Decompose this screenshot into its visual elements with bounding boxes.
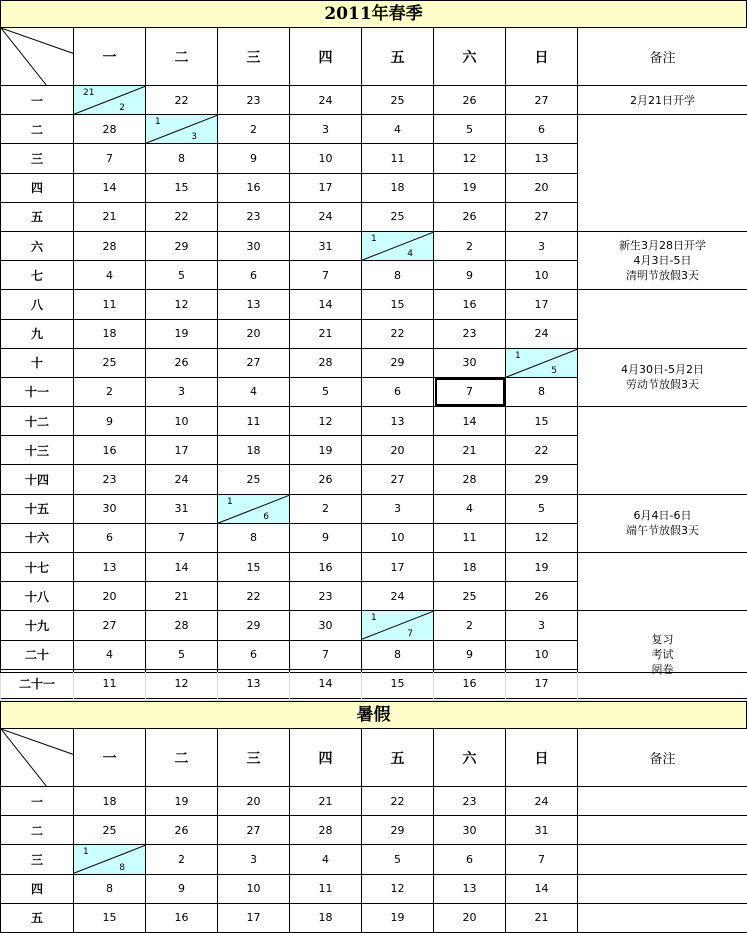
weekday-header: 一 [74,729,146,787]
remark-line: 清明节放假3天 [578,268,747,283]
day-cell[interactable]: 24 [506,787,578,816]
day-cell[interactable]: 14 [146,553,218,582]
day-cell[interactable]: 13 [218,290,290,319]
month-start-cell[interactable] [146,115,218,144]
day-cell[interactable]: 22 [362,319,434,348]
week-number: 十四 [1,465,74,494]
day-cell[interactable]: 3 [218,845,290,874]
week-number: 二 [1,816,74,845]
week-number: 二十一 [1,669,74,698]
day-cell[interactable]: 26 [146,348,218,377]
day-cell[interactable]: 23 [290,582,362,611]
day-cell[interactable]: 20 [218,787,290,816]
day-cell[interactable]: 14 [290,669,362,698]
day-cell[interactable]: 14 [74,173,146,202]
empty-cell[interactable] [218,673,290,701]
week-row [1,348,747,377]
week-row [1,553,747,582]
day-cell[interactable]: 23 [74,465,146,494]
day-cell[interactable]: 20 [362,436,434,465]
empty-cell[interactable] [1,673,74,701]
day-cell[interactable]: 4 [74,640,146,669]
day-cell[interactable]: 6 [362,377,434,406]
day-cell[interactable]: 6 [74,523,146,552]
day-cell[interactable]: 25 [362,86,434,115]
day-cell[interactable]: 2 [146,845,218,874]
day-cell[interactable]: 6 [218,261,290,290]
day-cell[interactable]: 12 [434,144,506,173]
remark-line: 2月21日开学 [578,93,747,108]
day-cell[interactable]: 27 [218,348,290,377]
new-month-number: 7 [407,629,413,639]
day-cell[interactable]: 28 [434,465,506,494]
day-cell[interactable]: 19 [506,553,578,582]
day-cell[interactable]: 11 [74,669,146,698]
day-cell[interactable]: 24 [290,202,362,231]
day-cell[interactable]: 19 [146,787,218,816]
day-cell[interactable]: 30 [290,611,362,640]
month-start-cell[interactable] [74,845,146,874]
day-cell[interactable]: 10 [146,407,218,436]
day-cell[interactable]: 20 [506,173,578,202]
week-number: 十八 [1,582,74,611]
week-number: 十七 [1,553,74,582]
day-cell[interactable]: 8 [74,874,146,903]
prev-day-number: 21 [83,88,94,98]
empty-cell[interactable] [434,673,506,701]
selected-day-cell[interactable]: 7 [434,377,506,406]
remark-cell[interactable] [578,231,747,289]
weekday-header: 二 [146,28,218,86]
day-cell[interactable]: 23 [218,202,290,231]
week-number: 十六 [1,523,74,552]
remark-line: 劳动节放假3天 [578,377,747,392]
day-cell[interactable]: 16 [74,436,146,465]
week-number: 十三 [1,436,74,465]
week-number: 一 [1,787,74,816]
day-cell[interactable]: 16 [146,903,218,932]
day-cell[interactable]: 23 [218,86,290,115]
spacer-row [0,672,747,701]
day-cell[interactable]: 27 [506,202,578,231]
day-cell[interactable]: 8 [506,377,578,406]
new-month-number: 6 [263,512,269,522]
empty-cell[interactable] [506,673,578,701]
day-cell[interactable]: 5 [290,377,362,406]
week-row [1,787,747,816]
day-cell[interactable]: 9 [434,261,506,290]
empty-cell[interactable] [290,673,362,701]
day-cell[interactable]: 27 [74,611,146,640]
week-row [1,874,747,903]
day-cell[interactable]: 8 [362,261,434,290]
week-row [1,845,747,874]
day-cell[interactable]: 10 [362,523,434,552]
remark-cell[interactable] [578,787,747,816]
week-number: 十九 [1,611,74,640]
day-cell[interactable]: 13 [506,144,578,173]
remark-cell[interactable] [578,874,747,903]
day-cell[interactable]: 7 [290,640,362,669]
day-cell[interactable]: 14 [506,874,578,903]
day-cell[interactable]: 15 [506,407,578,436]
week-row [1,86,747,115]
day-cell[interactable]: 3 [362,494,434,523]
empty-cell[interactable] [146,673,218,701]
day-cell[interactable]: 29 [362,816,434,845]
empty-cell[interactable] [578,673,747,701]
remark-cell[interactable] [578,845,747,874]
day-cell[interactable]: 2 [290,494,362,523]
day-cell[interactable]: 21 [506,903,578,932]
day-cell[interactable]: 10 [290,144,362,173]
day-cell[interactable]: 7 [146,523,218,552]
new-month-number: 4 [407,249,413,259]
day-cell[interactable]: 15 [362,669,434,698]
day-cell[interactable]: 2 [434,231,506,260]
day-cell[interactable]: 12 [506,523,578,552]
empty-cell[interactable] [362,673,434,701]
day-cell[interactable]: 19 [146,319,218,348]
summer-header-row [1,729,747,787]
day-cell[interactable]: 6 [218,640,290,669]
week-row [1,231,747,260]
notes-header: 备注 [578,28,747,86]
day-cell[interactable]: 28 [74,231,146,260]
day-cell[interactable]: 19 [434,173,506,202]
week-row [1,903,747,932]
day-cell[interactable]: 30 [74,494,146,523]
day-cell[interactable]: 22 [146,86,218,115]
day-cell[interactable]: 31 [506,816,578,845]
spring-title: 2011年春季 [0,0,747,28]
summer-title: 暑假 [0,701,747,729]
week-row [1,290,747,319]
day-cell[interactable]: 13 [218,669,290,698]
day-cell[interactable]: 17 [218,903,290,932]
day-cell[interactable]: 25 [434,582,506,611]
day-cell[interactable]: 17 [146,436,218,465]
week-number: 十 [1,348,74,377]
day-cell[interactable]: 27 [506,86,578,115]
day-cell[interactable]: 5 [362,845,434,874]
day-cell[interactable]: 5 [146,640,218,669]
weekday-header: 六 [434,729,506,787]
day-cell[interactable]: 24 [506,319,578,348]
week-number: 六 [1,231,74,260]
week-number: 五 [1,903,74,932]
day-cell[interactable]: 17 [362,553,434,582]
week-number: 二 [1,115,74,144]
day-cell[interactable]: 26 [434,202,506,231]
day-cell[interactable]: 27 [362,465,434,494]
day-cell[interactable]: 16 [218,173,290,202]
day-cell[interactable]: 10 [506,261,578,290]
day-cell[interactable]: 8 [362,640,434,669]
day-cell[interactable]: 12 [146,669,218,698]
day-cell[interactable]: 3 [146,377,218,406]
day-cell[interactable]: 29 [146,231,218,260]
day-cell[interactable]: 29 [506,465,578,494]
day-cell[interactable]: 24 [290,86,362,115]
remark-cell[interactable] [578,407,747,495]
prev-day-number: 1 [227,497,233,507]
day-cell[interactable]: 2 [218,115,290,144]
day-cell[interactable]: 10 [506,640,578,669]
new-month-number: 8 [119,863,125,873]
week-row [1,611,747,640]
day-cell[interactable]: 30 [434,348,506,377]
day-cell[interactable]: 22 [362,787,434,816]
day-cell[interactable]: 18 [434,553,506,582]
day-cell[interactable]: 3 [506,611,578,640]
day-cell[interactable]: 7 [74,144,146,173]
day-cell[interactable]: 27 [218,816,290,845]
summer-calendar-table [0,728,747,933]
new-month-number: 3 [191,132,197,142]
day-cell[interactable]: 20 [74,582,146,611]
day-cell[interactable]: 2 [434,611,506,640]
weekday-header: 三 [218,729,290,787]
weekday-header: 六 [434,28,506,86]
week-number: 十五 [1,494,74,523]
day-cell[interactable]: 4 [290,845,362,874]
remark-line: 新生3月28日开学 [578,238,747,253]
day-cell[interactable]: 17 [506,669,578,698]
prev-day-number: 1 [83,847,89,857]
new-month-number: 2 [119,103,125,113]
day-cell[interactable]: 22 [146,202,218,231]
day-cell[interactable]: 13 [434,874,506,903]
notes-header: 备注 [578,729,747,787]
day-cell[interactable]: 15 [218,553,290,582]
remark-line: 考试 [578,647,747,662]
day-cell[interactable]: 3 [506,231,578,260]
day-cell[interactable]: 17 [290,173,362,202]
day-cell[interactable]: 25 [74,816,146,845]
day-cell[interactable]: 5 [146,261,218,290]
week-number: 十一 [1,377,74,406]
day-cell[interactable]: 10 [218,874,290,903]
day-cell[interactable]: 28 [290,348,362,377]
day-cell[interactable]: 18 [362,173,434,202]
week-number: 十二 [1,407,74,436]
day-cell[interactable]: 8 [146,144,218,173]
day-cell[interactable]: 9 [74,407,146,436]
day-cell[interactable]: 16 [434,290,506,319]
week-row [1,816,747,845]
week-number: 二十 [1,640,74,669]
remark-cell[interactable] [578,290,747,348]
weekday-header: 三 [218,28,290,86]
day-cell[interactable]: 26 [434,86,506,115]
day-cell[interactable]: 11 [362,144,434,173]
day-cell[interactable]: 22 [506,436,578,465]
day-cell[interactable]: 4 [74,261,146,290]
weekday-header: 五 [362,28,434,86]
month-start-cell[interactable] [218,494,290,523]
day-cell[interactable]: 12 [290,407,362,436]
empty-cell[interactable] [74,673,146,701]
day-cell[interactable]: 22 [218,582,290,611]
month-start-cell[interactable] [362,611,434,640]
day-cell[interactable]: 25 [362,202,434,231]
day-cell[interactable]: 19 [290,436,362,465]
day-cell[interactable]: 21 [434,436,506,465]
day-cell[interactable]: 14 [434,407,506,436]
day-cell[interactable]: 29 [218,611,290,640]
remark-cell[interactable] [578,348,747,406]
day-cell[interactable]: 8 [218,523,290,552]
day-cell[interactable]: 6 [506,115,578,144]
remark-cell[interactable] [578,553,747,611]
remark-line: 4月30日-5月2日 [578,362,747,377]
remark-line: 4月3日-5日 [578,253,747,268]
month-start-cell[interactable] [74,86,146,115]
day-cell[interactable]: 26 [290,465,362,494]
day-cell[interactable]: 25 [74,348,146,377]
day-cell[interactable]: 7 [290,261,362,290]
spring-calendar-table [0,27,747,699]
day-cell[interactable]: 12 [362,874,434,903]
prev-day-number: 1 [155,117,161,127]
day-cell[interactable]: 12 [146,290,218,319]
week-number: 四 [1,874,74,903]
summer-corner-header [1,729,74,787]
day-cell[interactable]: 31 [146,494,218,523]
day-cell[interactable]: 26 [146,816,218,845]
remark-cell[interactable] [578,816,747,845]
day-cell[interactable]: 28 [146,611,218,640]
weekday-header: 日 [506,28,578,86]
weekday-header: 四 [290,729,362,787]
day-cell[interactable]: 28 [290,816,362,845]
prev-day-number: 1 [515,351,521,361]
day-cell[interactable]: 15 [74,903,146,932]
day-cell[interactable]: 24 [146,465,218,494]
day-cell[interactable]: 7 [506,845,578,874]
day-cell[interactable]: 11 [434,523,506,552]
day-cell[interactable]: 21 [146,582,218,611]
week-row [1,407,747,436]
remark-cell[interactable] [578,86,747,115]
day-cell[interactable]: 6 [434,845,506,874]
day-cell[interactable]: 5 [434,115,506,144]
remark-line: 复习 [578,632,747,647]
day-cell[interactable]: 13 [74,553,146,582]
day-cell[interactable]: 4 [362,115,434,144]
day-cell[interactable]: 2 [74,377,146,406]
month-start-cell[interactable] [506,348,578,377]
remark-line: 端午节放假3天 [578,523,747,538]
day-cell[interactable]: 18 [218,436,290,465]
week-number: 九 [1,319,74,348]
week-number: 三 [1,144,74,173]
day-cell[interactable]: 15 [362,290,434,319]
weekday-header: 二 [146,729,218,787]
day-cell[interactable]: 14 [290,290,362,319]
week-row [1,115,747,144]
spring-header-row [1,28,747,86]
week-row [1,494,747,523]
day-cell[interactable]: 30 [218,231,290,260]
day-cell[interactable]: 18 [74,319,146,348]
day-cell[interactable]: 30 [434,816,506,845]
day-cell[interactable]: 16 [290,553,362,582]
day-cell[interactable]: 23 [434,319,506,348]
day-cell[interactable]: 9 [290,523,362,552]
day-cell[interactable]: 20 [434,903,506,932]
prev-day-number: 1 [371,613,377,623]
week-number: 八 [1,290,74,319]
remark-cell[interactable] [578,903,747,932]
week-number: 五 [1,202,74,231]
week-number: 七 [1,261,74,290]
new-month-number: 5 [551,366,557,376]
day-cell[interactable]: 24 [362,582,434,611]
day-cell[interactable]: 18 [74,787,146,816]
week-number: 四 [1,173,74,202]
day-cell[interactable]: 4 [434,494,506,523]
day-cell[interactable]: 31 [290,231,362,260]
remark-cell[interactable] [578,115,747,232]
day-cell[interactable]: 29 [362,348,434,377]
day-cell[interactable]: 16 [434,669,506,698]
day-cell[interactable]: 4 [218,377,290,406]
day-cell[interactable]: 25 [218,465,290,494]
day-cell[interactable]: 11 [74,290,146,319]
day-cell[interactable]: 21 [74,202,146,231]
weekday-header: 五 [362,729,434,787]
weekday-header: 一 [74,28,146,86]
day-cell[interactable]: 26 [506,582,578,611]
day-cell[interactable]: 21 [290,319,362,348]
day-cell[interactable]: 9 [434,640,506,669]
day-cell[interactable]: 23 [434,787,506,816]
week-number: 一 [1,86,74,115]
day-cell[interactable]: 11 [290,874,362,903]
weekday-header: 日 [506,729,578,787]
month-start-cell[interactable] [362,231,434,260]
day-cell[interactable]: 15 [146,173,218,202]
day-cell[interactable]: 28 [74,115,146,144]
spring-corner-header [1,28,74,86]
remark-cell[interactable] [578,494,747,552]
day-cell[interactable]: 21 [290,787,362,816]
day-cell[interactable]: 11 [218,407,290,436]
day-cell[interactable]: 9 [146,874,218,903]
day-cell[interactable]: 18 [290,903,362,932]
day-cell[interactable]: 13 [362,407,434,436]
day-cell[interactable]: 5 [506,494,578,523]
week-number: 三 [1,845,74,874]
day-cell[interactable]: 19 [362,903,434,932]
prev-day-number: 1 [371,234,377,244]
remark-line: 阅卷 [578,662,747,677]
day-cell[interactable]: 3 [290,115,362,144]
day-cell[interactable]: 17 [506,290,578,319]
weekday-header: 四 [290,28,362,86]
remark-line: 6月4日-6日 [578,508,747,523]
day-cell[interactable]: 20 [218,319,290,348]
day-cell[interactable]: 9 [218,144,290,173]
